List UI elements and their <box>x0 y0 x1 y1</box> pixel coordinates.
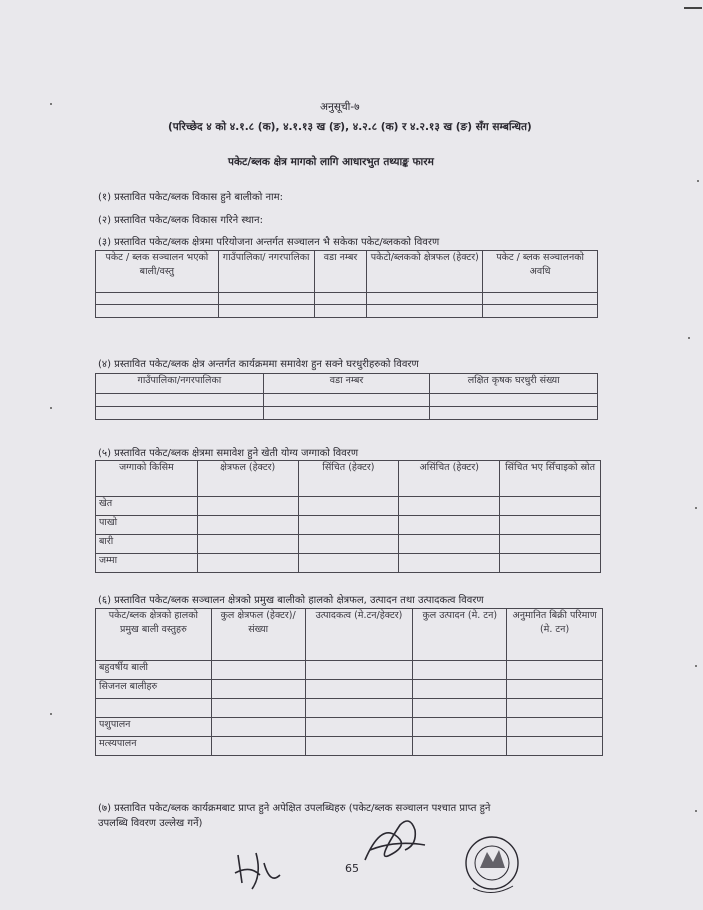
table-row <box>96 293 598 305</box>
table-row <box>96 516 601 535</box>
table6-header: कुल उत्पादन (मे. टन) <box>413 609 507 661</box>
table3-header: पकेटो/ब्लकको क्षेत्रफल (हेक्टर) <box>367 251 483 293</box>
table6-header: कुल क्षेत्रफल (हेक्टर)/संख्या <box>211 609 305 661</box>
row-label: बारी <box>96 535 198 554</box>
table3-header: वडा नम्बर <box>314 251 367 293</box>
item-3: (३) प्रस्तावित पकेट/ब्लक क्षेत्रमा परियोजना अन्तर्गत सञ्चालन भै सकेका पकेट/ब्लकको विवरण <box>98 237 440 248</box>
row-label: जम्मा <box>96 554 198 573</box>
table5-header: सिंचित भए सिँचाइको स्रोत <box>500 461 601 497</box>
table3-header: पकेट / ब्लक सञ्चालन भएको बाली/वस्तु <box>96 251 219 293</box>
annex-title: अनुसूची-७ <box>320 101 360 113</box>
table-row <box>96 699 603 718</box>
table-cultivable-land <box>95 460 601 573</box>
table-row <box>96 661 603 680</box>
item-5: (५) प्रस्तावित पकेट/ब्लक क्षेत्रमा समावेश हुने खेती योग्य जग्गाको विवरण <box>98 448 359 459</box>
table3-header: गाउँपालिका/ नगरपालिका <box>218 251 314 293</box>
table6-header: अनुमानित बिक्री परिमाण (मे. टन) <box>507 609 603 661</box>
row-label: खेत <box>96 497 198 516</box>
table-row <box>96 535 601 554</box>
row-label: पाखो <box>96 516 198 535</box>
table-row <box>96 394 598 407</box>
table5-header: जग्गाको किसिम <box>96 461 198 497</box>
government-seal <box>455 830 530 900</box>
item-7-line1: (७) प्रस्तावित पकेट/ब्लक कार्यक्रमबाट प्राप्त हुने अपेक्षित उपलब्धिहरु (पकेट/ब्लक सञ्चालन पश्चात प्राप्त हुने <box>98 803 491 814</box>
table-row <box>96 680 603 699</box>
table5-header: सिंचित (हेक्टर) <box>298 461 399 497</box>
table4-header: गाउँपालिका/नगरपालिका <box>96 374 264 394</box>
signature-right <box>355 805 435 875</box>
table-row <box>96 554 601 573</box>
row-label: सिजनल बालीहरु <box>96 680 212 699</box>
item-1: (१) प्रस्तावित पकेट/ब्लक विकास हुने बालीको नाम: <box>98 192 283 203</box>
row-label: पशुपालन <box>96 718 212 737</box>
item-6: (६) प्रस्तावित पकेट/ब्लक सञ्चालन क्षेत्रको प्रमुख बालीको हालको क्षेत्रफल, उत्पादन तथा उत्पादकत्व विवरण <box>98 595 484 606</box>
row-label: मत्स्यपालन <box>96 737 212 756</box>
item-4: (४) प्रस्तावित पकेट/ब्लक क्षेत्र अन्तर्गत कार्यक्रममा समावेश हुन सक्ने घरधुरीहरुको विवरण <box>98 359 419 370</box>
table-row <box>96 305 598 318</box>
annex-reference: (परिच्छेद ४ को ४.१.८ (क), ४.१.१३ ख (ङ), ४.२.८ (क) र ४.२.१३ ख (ङ) सँग सम्बन्धित) <box>168 121 532 133</box>
item-7-line2: उपलब्धि विवरण उल्लेख गर्ने) <box>98 818 203 829</box>
table3-header: पकेट / ब्लक सञ्चालनको अवधि <box>483 251 598 293</box>
table-existing-pockets <box>95 250 598 318</box>
table-row <box>96 407 598 420</box>
page-number: 65 <box>345 862 359 875</box>
table-row <box>96 737 603 756</box>
table4-header: लक्षित कृषक घरधुरी संख्या <box>430 374 598 394</box>
table6-header: उत्पादकत्व (मे.टन/हेक्टर) <box>305 609 413 661</box>
table-row <box>96 718 603 737</box>
row-label: बहुवर्षीय बाली <box>96 661 212 680</box>
row-label <box>96 699 212 718</box>
table-row <box>96 497 601 516</box>
signature-left <box>230 845 290 895</box>
table-households <box>95 373 598 420</box>
table4-header: वडा नम्बर <box>263 374 430 394</box>
table5-header: असिंचित (हेक्टर) <box>399 461 500 497</box>
table5-header: क्षेत्रफल (हेक्टर) <box>197 461 298 497</box>
table6-header: पकेट/ब्लक क्षेत्रको हालको प्रमुख बाली वस्तुहरु <box>96 609 212 661</box>
form-title: पकेट/ब्लक क्षेत्र मागको लागि आधारभुत तथ्याङ्क फारम <box>228 156 434 168</box>
table-major-crops <box>95 608 603 756</box>
item-2: (२) प्रस्तावित पकेट/ब्लक विकास गरिने स्थान: <box>98 215 263 226</box>
